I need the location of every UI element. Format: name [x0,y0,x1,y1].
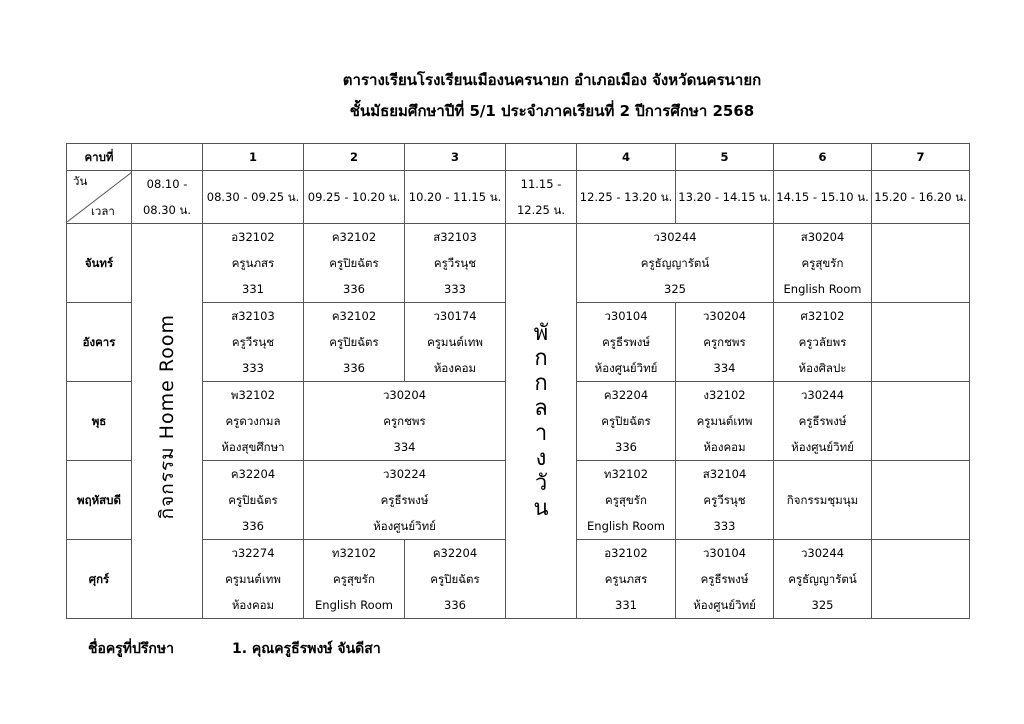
period-number: 4 [577,144,676,171]
class-cell: ว30204 ครูกชพร 334 [676,303,774,382]
empty-cell [872,224,970,303]
class-cell: ว30224 ครูธีรพงษ์ ห้องศูนย์วิทย์ [304,461,506,540]
class-cell: ว30244 ครูธัญญารัตน์ 325 [577,224,774,303]
class-cell: ค32102 ครูปิยฉัตร 336 [304,303,405,382]
period-number: 6 [774,144,872,171]
class-cell: ค32204 ครูปิยฉัตร 336 [405,540,506,619]
period-header-row [67,144,970,171]
class-cell: ง32102 ครูมนต์เทพ ห้องคอม [676,382,774,461]
class-cell: ศ32102 ครูวลัยพร ห้องศิลปะ [774,303,872,382]
page-title: ตารางเรียนโรงเรียนเมืองนครนายก อำเภอเมือง จังหวัดนครนายก [342,71,762,89]
lunch-label: พั ก ก ล า ง วั น [533,321,549,521]
class-cell: ว30104 ครูธีรพงษ์ ห้องศูนย์วิทย์ [676,540,774,619]
period-time: 12.25 - 13.20 น. [577,171,676,224]
class-cell: ว30104 ครูธีรพงษ์ ห้องศูนย์วิทย์ [577,303,676,382]
class-cell: ว30174 ครูมนต์เทพ ห้องคอม [405,303,506,382]
empty-cell [872,382,970,461]
timetable [66,143,970,619]
class-cell: ส32103 ครูวีรนุช 333 [203,303,304,382]
period-time: 10.20 - 11.15 น. [405,171,506,224]
day-time-corner [67,171,132,224]
period-number: 7 [872,144,970,171]
class-cell: ส32103 ครูวีรนุช 333 [405,224,506,303]
day-axis-label: วัน [73,174,88,188]
class-cell: อ32102 ครูนภสร 331 [577,540,676,619]
class-cell: ว30204 ครูกชพร 334 [304,382,506,461]
day-name: ศุกร์ [67,540,132,619]
empty-cell [872,303,970,382]
homeroom-header [132,144,203,171]
class-cell: ส30204 ครูสุขรัก English Room [774,224,872,303]
period-time: 15.20 - 16.20 น. [872,171,970,224]
class-cell: ค32204 ครูปิยฉัตร 336 [203,461,304,540]
class-cell: ว32274 ครูมนต์เทพ ห้องคอม [203,540,304,619]
period-time: 09.25 - 10.20 น. [304,171,405,224]
advisor-label: ชื่อครูที่ปรึกษา [88,641,174,657]
class-cell: ค32204 ครูปิยฉัตร 336 [577,382,676,461]
period-label: คาบที่ [67,144,132,171]
lunch-cell [506,224,577,619]
period-number: 5 [676,144,774,171]
day-name: อังคาร [67,303,132,382]
period-time: 13.20 - 14.15 น. [676,171,774,224]
class-cell: อ32102 ครูนภสร 331 [203,224,304,303]
empty-cell [872,540,970,619]
class-cell: ว30244 ครูธีรพงษ์ ห้องศูนย์วิทย์ [774,382,872,461]
class-cell: ท32102 ครูสุขรัก English Room [577,461,676,540]
homeroom-label: กิจกรรม Home Room [156,313,178,520]
day-name: พฤหัสบดี [67,461,132,540]
page-subtitle: ชั้นมัธยมศึกษาปีที่ 5/1 ประจำภาคเรียนที่ 2 ปีการศึกษา 2568 [349,102,755,120]
period-number: 2 [304,144,405,171]
day-name: พุธ [67,382,132,461]
lunch-time: 11.15 - 12.25 น. [506,171,577,224]
time-axis-label: เวลา [91,204,115,218]
class-cell: ส32104 ครูวีรนุช 333 [676,461,774,540]
club-activity-cell: กิจกรรมชุมนุม [774,461,872,540]
class-cell: ค32102 ครูปิยฉัตร 336 [304,224,405,303]
empty-cell [872,461,970,540]
advisor-name: 1. คุณครูธีรพงษ์ จันดีสา [232,641,381,657]
homeroom-cell [132,224,203,619]
period-time: 14.15 - 15.10 น. [774,171,872,224]
period-number: 3 [405,144,506,171]
day-row-monday [67,224,970,303]
period-number: 1 [203,144,304,171]
day-name: จันทร์ [67,224,132,303]
period-time: 08.30 - 09.25 น. [203,171,304,224]
class-cell: พ32102 ครูดวงกมล ห้องสุขศึกษา [203,382,304,461]
time-row [67,171,970,224]
class-cell: ว30244 ครูธัญญารัตน์ 325 [774,540,872,619]
class-cell: ท32102 ครูสุขรัก English Room [304,540,405,619]
lunch-header [506,144,577,171]
homeroom-time: 08.10 - 08.30 น. [132,171,203,224]
